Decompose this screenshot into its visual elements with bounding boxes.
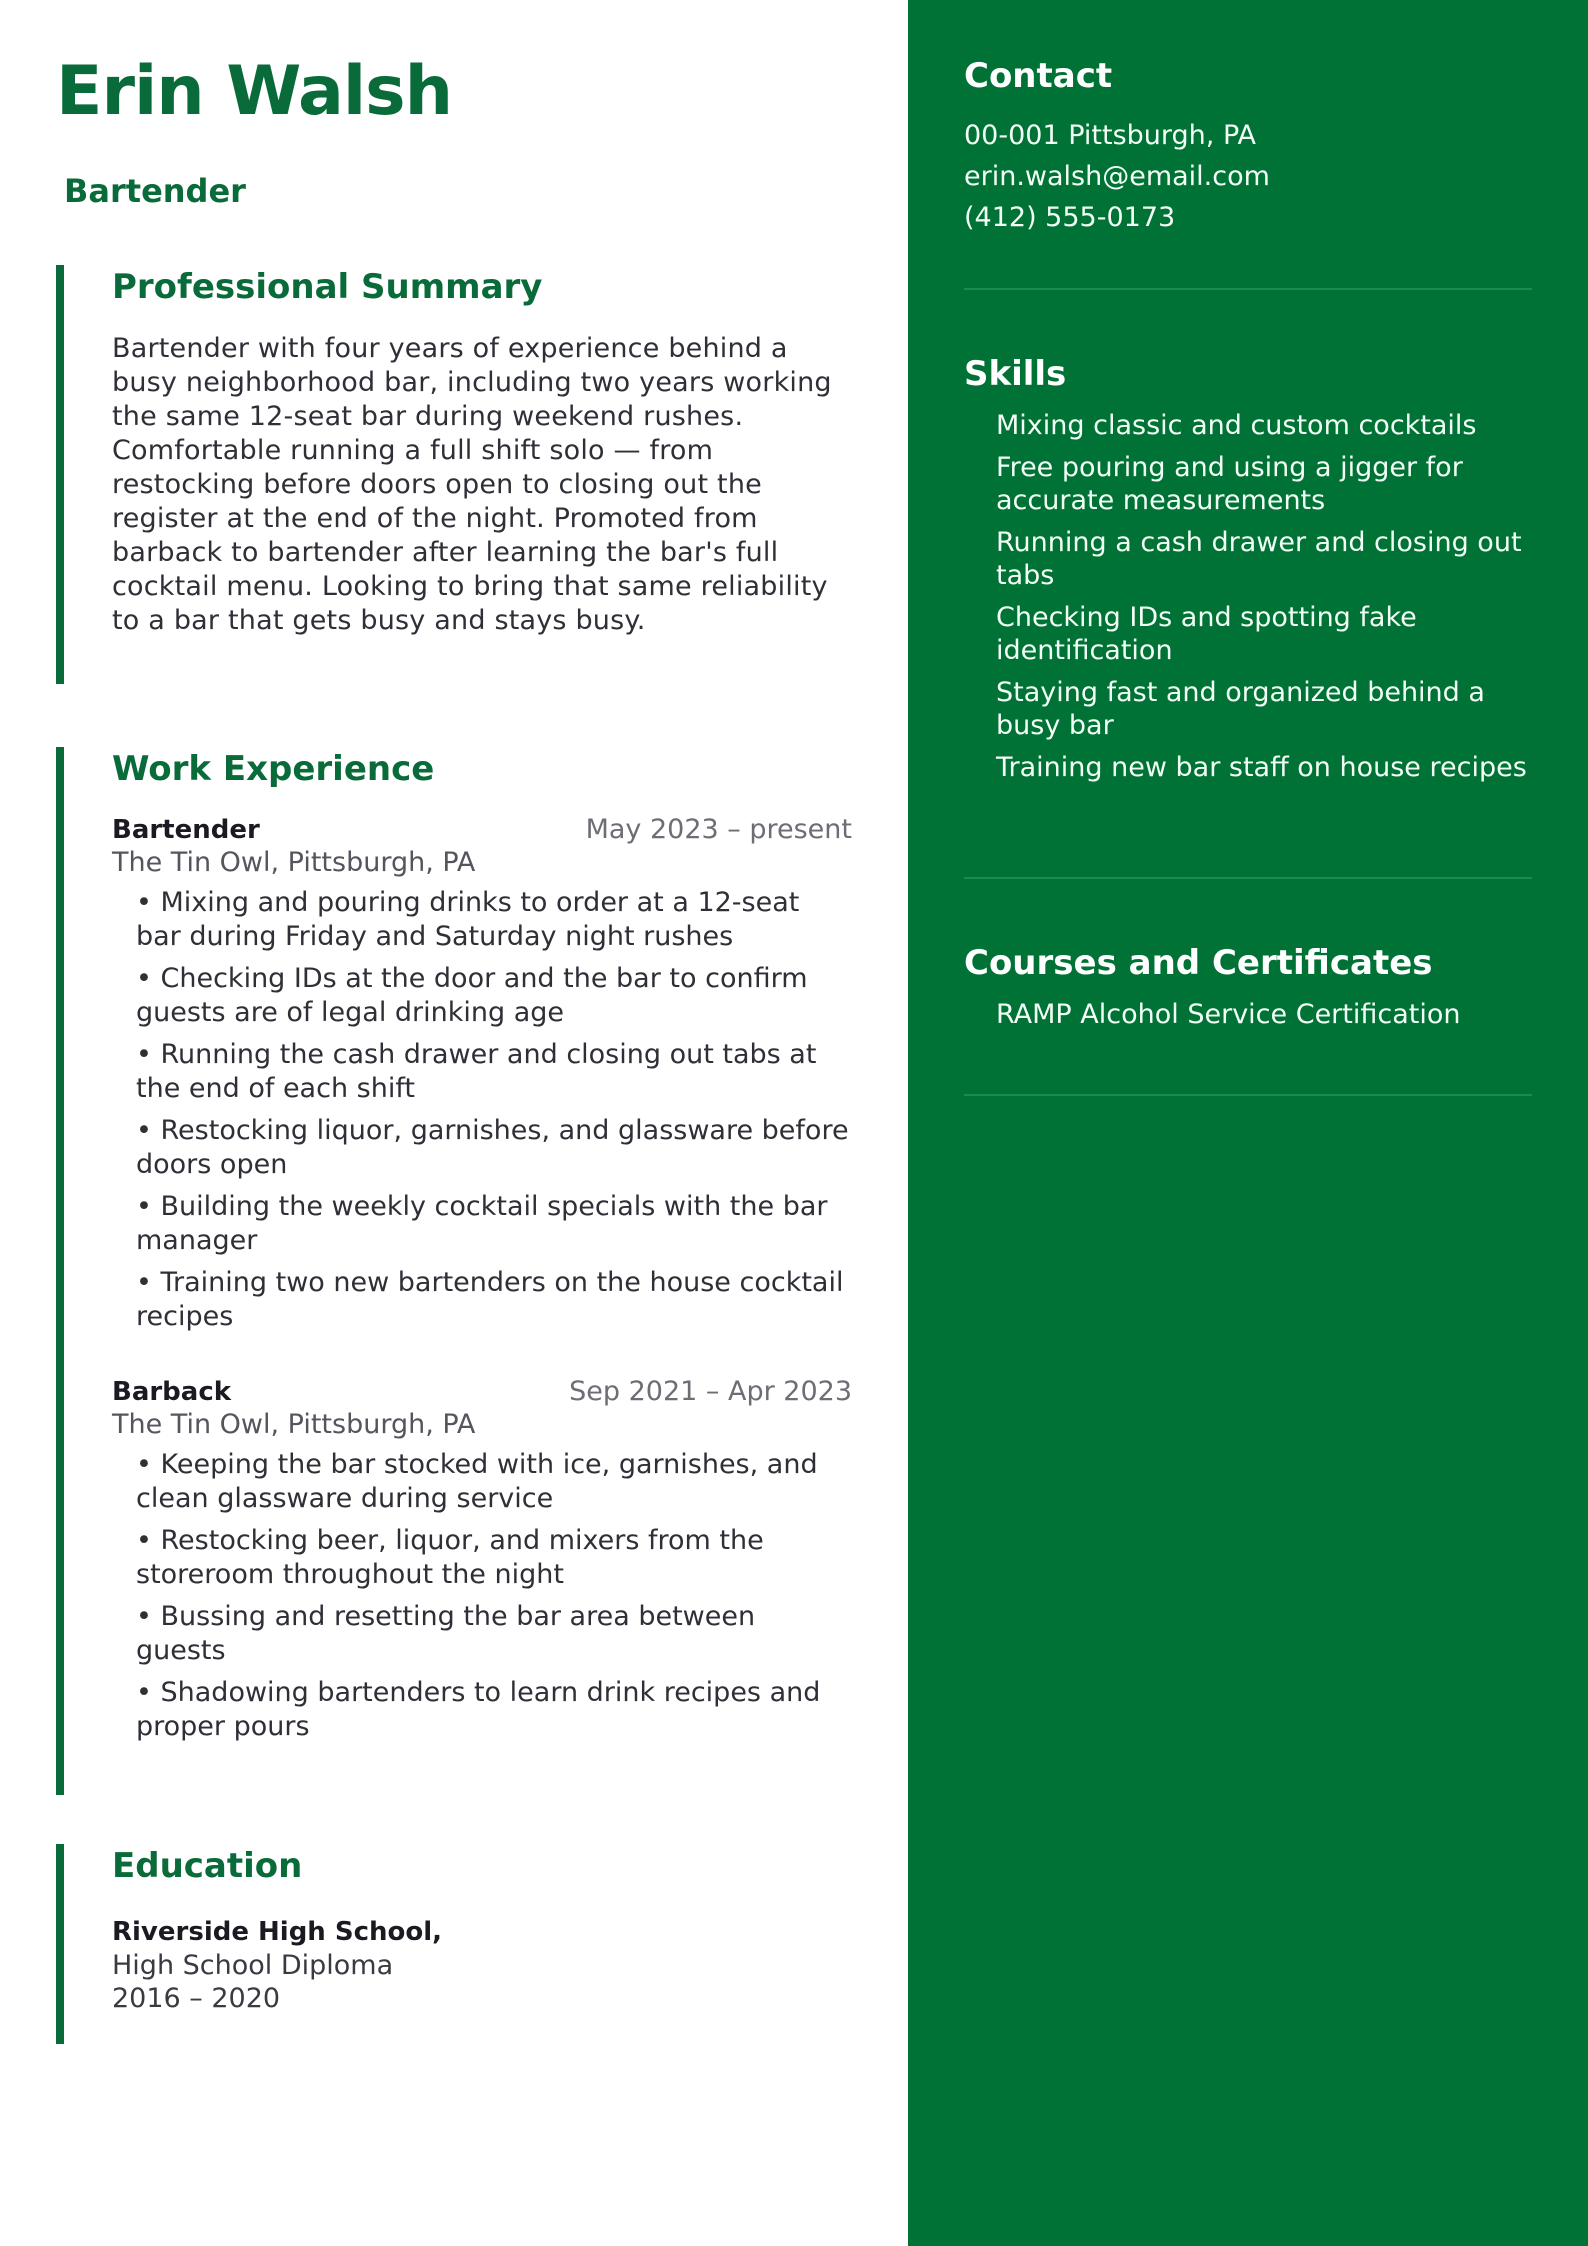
- contact-section: [964, 56, 1532, 238]
- summary-section: [56, 265, 852, 684]
- skill-item: Running a cash drawer and closing out tabs: [996, 526, 1522, 591]
- sidebar-divider: [964, 1094, 1532, 1096]
- experience-heading: Work Experience: [112, 749, 435, 789]
- course-item: RAMP Alcohol Service Certification: [996, 998, 1461, 1030]
- job-bullet: • Shadowing bartenders to learn drink recipes and proper pours: [136, 1676, 821, 1742]
- skills-list: [964, 409, 1532, 784]
- skill-item: Free pouring and using a jigger for accurate measurements: [996, 451, 1463, 516]
- candidate-name: Erin Walsh: [56, 52, 453, 131]
- courses-heading: Courses and Certificates: [964, 943, 1433, 983]
- job-bullet: • Keeping the bar stocked with ice, garnishes, and clean glassware during service: [136, 1448, 818, 1514]
- courses-section: [964, 943, 1532, 1040]
- job-dates: Sep 2021 – Apr 2023: [569, 1375, 852, 1407]
- education-years: 2016 – 2020: [112, 1982, 281, 2014]
- job-bullet: • Building the weekly cocktail specials with the bar manager: [136, 1190, 828, 1256]
- job-entry: [112, 1376, 852, 1744]
- candidate-role: Bartender: [64, 172, 246, 210]
- skill-item: Training new bar staff on house recipes: [996, 751, 1527, 783]
- job-bullet: • Mixing and pouring drinks to order at a 12-seat bar during Friday and Saturday night rushes: [136, 886, 800, 952]
- job-company: The Tin Owl, Pittsburgh, PA: [112, 1408, 476, 1440]
- job-dates: May 2023 – present: [585, 813, 852, 845]
- sidebar-divider: [964, 288, 1532, 290]
- job-company: The Tin Owl, Pittsburgh, PA: [112, 846, 476, 878]
- job-bullet: • Restocking liquor, garnishes, and glassware before doors open: [136, 1114, 849, 1180]
- job-title: Barback: [112, 1376, 232, 1407]
- contact-email[interactable]: erin.walsh@email.com: [964, 160, 1270, 192]
- education-degree: High School Diploma: [112, 1949, 394, 1981]
- job-bullet: • Bussing and resetting the bar area between guests: [136, 1600, 756, 1666]
- experience-section: [56, 747, 852, 1795]
- job-bullets: [112, 886, 852, 1334]
- job-bullet: • Running the cash drawer and closing out tabs at the end of each shift: [136, 1038, 817, 1104]
- summary-heading: Professional Summary: [112, 267, 543, 307]
- skill-item: Staying fast and organized behind a busy bar: [996, 676, 1485, 741]
- education-heading: Education: [112, 1846, 303, 1886]
- summary-text: Bartender with four years of experience behind a busy neighborhood bar, including two years working the same 12-seat bar during weekend rushes. Comfortable running a full shift solo — from restocking before doors open to closing out the register at the end of the night. Promoted from barback to bartender after learning the bar's full cocktail menu. Looking to bring that same reliability to a bar that gets busy and stays busy.: [112, 332, 832, 636]
- sidebar-divider: [964, 877, 1532, 879]
- job-bullet: • Restocking beer, liquor, and mixers from the storeroom throughout the night: [136, 1524, 764, 1590]
- contact-address: 00-001 Pittsburgh, PA: [964, 119, 1256, 151]
- education-school: Riverside High School,: [112, 1916, 443, 1947]
- skills-heading: Skills: [964, 354, 1067, 394]
- sidebar: [908, 0, 1588, 2246]
- skill-item: Checking IDs and spotting fake identification: [996, 601, 1417, 666]
- contact-phone[interactable]: (412) 555-0173: [964, 201, 1176, 233]
- job-bullets: [112, 1448, 852, 1744]
- skills-section: [964, 354, 1532, 793]
- skill-item: Mixing classic and custom cocktails: [996, 409, 1477, 441]
- job-bullet: • Checking IDs at the door and the bar to confirm guests are of legal drinking age: [136, 962, 808, 1028]
- education-section: [56, 1844, 852, 2044]
- courses-list: [964, 998, 1532, 1031]
- job-entry: [112, 814, 852, 1334]
- contact-heading: Contact: [964, 56, 1113, 96]
- job-bullet: • Training two new bartenders on the house cocktail recipes: [136, 1266, 844, 1332]
- job-title: Bartender: [112, 814, 260, 845]
